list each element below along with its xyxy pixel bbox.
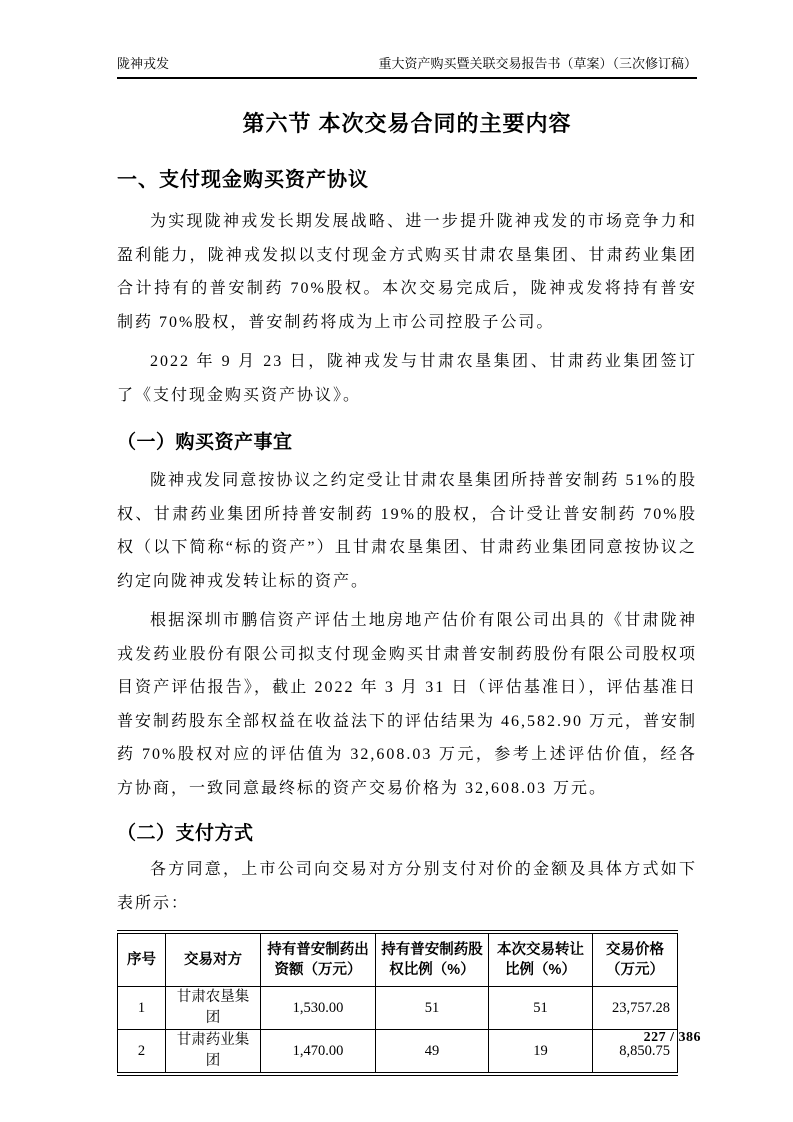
table-header-row	[118, 932, 678, 987]
cell-counterparty: 甘肃农垦集团	[166, 987, 261, 1030]
cell-capital-contribution: 1,530.00	[261, 987, 376, 1030]
cell-equity-ratio: 51	[376, 987, 489, 1030]
subsection-heading-payment-method: （二）支付方式	[117, 823, 254, 844]
subsection-heading-asset-purchase: （一）购买资产事宜	[117, 432, 293, 453]
cell-capital-contribution: 1,470.00	[261, 1030, 376, 1075]
col-header-equity-ratio: 持有普安制药股权比例（%）	[376, 932, 489, 987]
chapter-title: 第六节 本次交易合同的主要内容	[242, 111, 572, 136]
paragraph-transfer-terms: 陇神戎发同意按协议之约定受让甘肃农垦集团所持普安制药 51%的股权、甘肃药业集团所持普安制药 19%的股权，合计受让普安制药 70%股权（以下简称“标的资产”）且甘肃农垦集团、甘肃药业集团同意按协议之约定向陇神戎发转让标的资产。	[117, 472, 697, 590]
paragraph-valuation: 根据深圳市鹏信资产评估土地房地产估价有限公司出具的《甘肃陇神戎发药业股份有限公司拟支付现金购买甘肃普安制药股份有限公司股权项目资产评估报告》，截止 2022 年 3 月 31 日（评估基准日），评估基准日普安制药股东全部权益在收益法下的评估结果为 46,582.90 万元，普安制药 70%股权对应的评估值为 32,608.03 万元，参考上述评估价值，经各方协商，一致同意最终标的资产交易价格为 32,608.03 万元。	[117, 612, 698, 797]
col-header-index: 序号	[118, 932, 166, 987]
paragraph-payment-intro: 各方同意，上市公司向交易对方分别支付对价的金额及具体方式如下表所示：	[117, 861, 697, 912]
cell-transaction-price: 23,757.28	[593, 987, 678, 1030]
page-number: 227 / 386	[643, 1030, 701, 1045]
payment-table	[117, 930, 678, 1076]
paragraph-signing-date: 2022 年 9 月 23 日，陇神戎发与甘肃农垦集团、甘肃药业集团签订了《支付现金购买资产协议》。	[117, 353, 697, 404]
paragraph-strategy: 为实现陇神戎发长期发展战略、进一步提升陇神戎发的市场竞争力和盈利能力，陇神戎发拟以支付现金方式购买甘肃农垦集团、甘肃药业集团合计持有的普安制药 70%股权。本次交易完成后，陇神戎发将持有普安制药 70%股权，普安制药将成为上市公司控股子公司。	[117, 213, 697, 331]
header-report-title: 重大资产购买暨关联交易报告书（草案）（三次修订稿）	[378, 56, 697, 71]
cell-transfer-ratio: 51	[489, 987, 593, 1030]
table-row	[118, 1030, 678, 1075]
header-company-name: 陇神戎发	[117, 56, 170, 71]
cell-transaction-price: 8,850.75	[593, 1030, 678, 1075]
table-row	[118, 987, 678, 1030]
page-header	[117, 55, 697, 79]
cell-counterparty: 甘肃药业集团	[166, 1030, 261, 1075]
section-heading-cash-purchase-agreement: 一、支付现金购买资产协议	[117, 169, 369, 191]
col-header-counterparty: 交易对方	[166, 932, 261, 987]
col-header-transaction-price: 交易价格（万元）	[593, 932, 678, 987]
cell-index: 1	[118, 987, 166, 1030]
cell-equity-ratio: 49	[376, 1030, 489, 1075]
cell-transfer-ratio: 19	[489, 1030, 593, 1075]
cell-index: 2	[118, 1030, 166, 1075]
col-header-capital-contribution: 持有普安制药出资额（万元）	[261, 932, 376, 987]
col-header-transfer-ratio: 本次交易转让比例（%）	[489, 932, 593, 987]
